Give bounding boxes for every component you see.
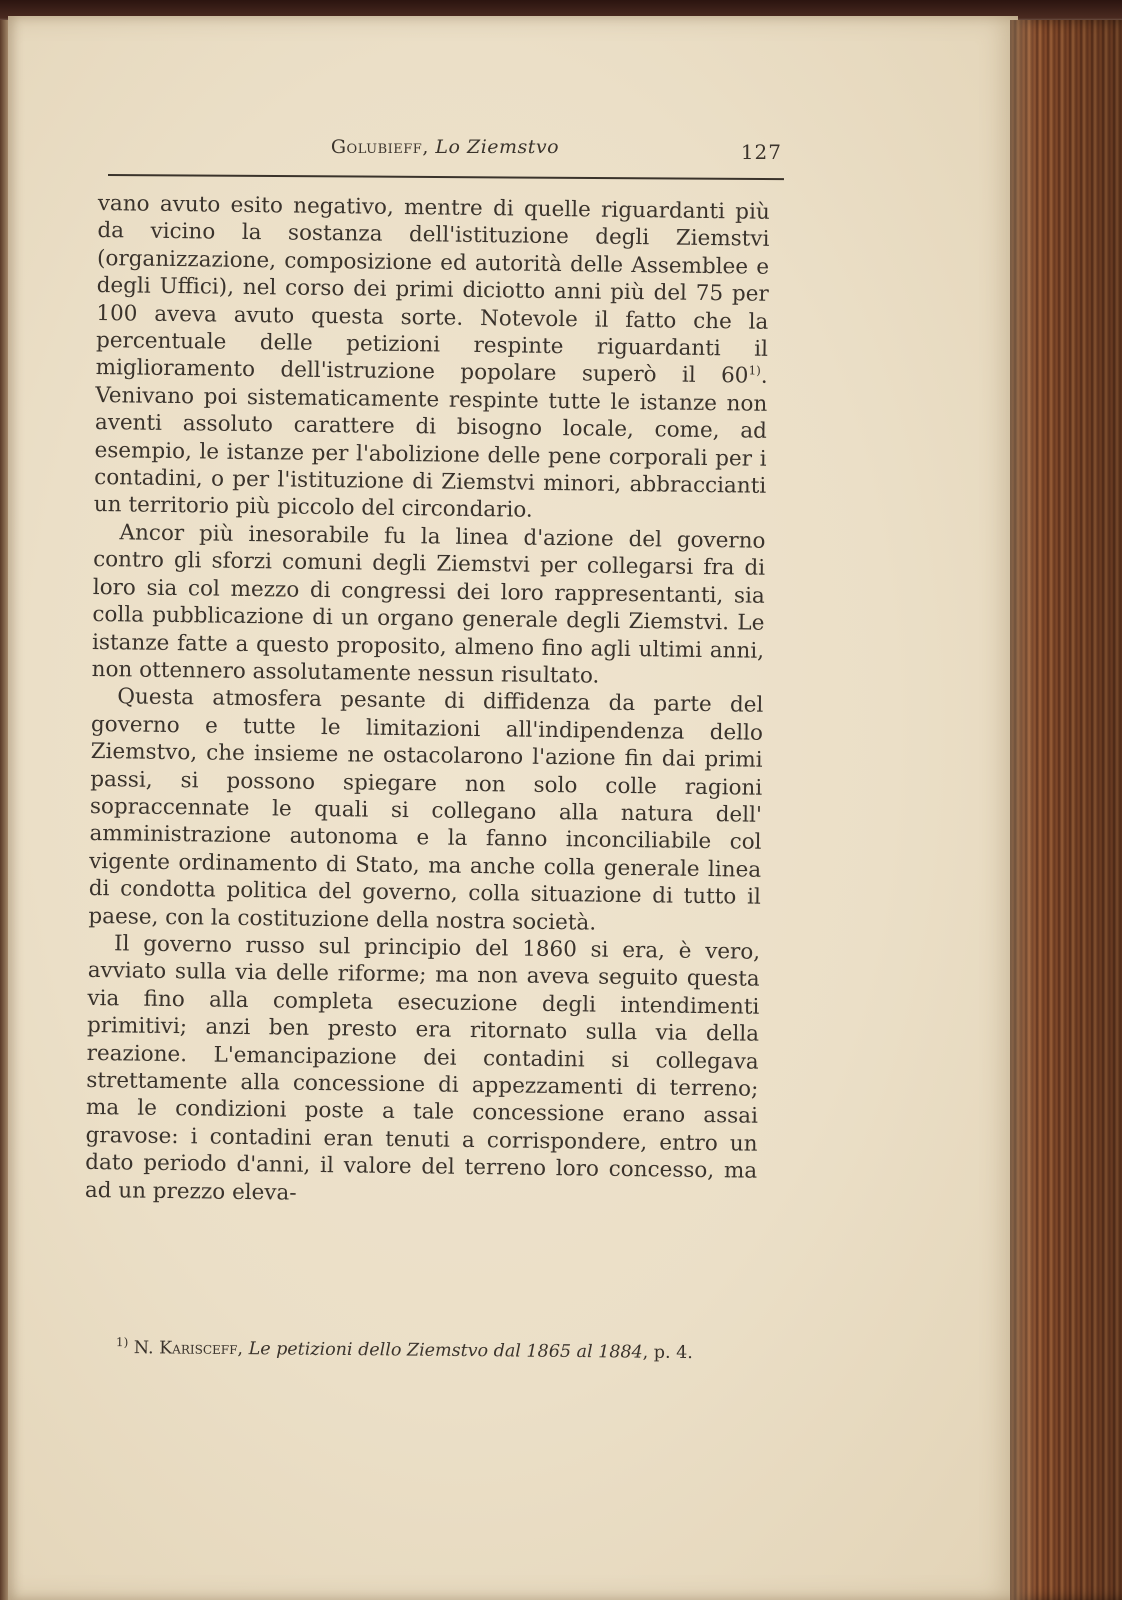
paragraph-1 — [94, 190, 770, 528]
footnote-author: N. Kariscеff — [133, 1338, 238, 1360]
running-head — [108, 136, 782, 166]
paragraph-1-text-continued: . Venivano poi sistematicamente respinte tutte le istanze non aventi assoluto carattere di bisogno locale, come, ad esempio, le istanze per l'abolizione delle pene corporali per i contadini, o per l'istituzione di Ziemstvi minori, abbraccianti un territorio più piccolo del circondario. — [93, 364, 768, 524]
paragraph-1-text: vano avuto esito negativo, mentre di quelle riguardanti più da vicino la sostanza dell'istituzione degli Ziemstvi (organizzazione, composizione ed autorità delle Assemblee e degli Uffici), nel corso dei primi diciotto anni più del 75 per 100 aveva avuto questa sorte. Notevole il fatto che la percentuale delle petizioni respinte riguardanti il miglioramento dell'istruzione popolare superò il 60 — [95, 190, 770, 389]
paragraph-3: Questa atmosfera pesante di diffidenza da parte del governo e tutte le limitazioni all'indipendenza dello Ziemstvo, che insieme ne ostacolarono l'azione fin dai primi passi, si possono spiegare non solo colle ragioni sopraccennate le quali si collegano alla natura dell' amministrazione autonoma e la fanno inconciliabile col vigente ordinamento di Stato, ma anche colla generale linea di condotta politica del governo, colla situazione di tutto il paese, con la costituzione della nostra società. — [88, 684, 764, 936]
paragraph-4: Il governo russo sul principio del 1860 si era, è vero, avviato sulla via delle riforme; ma non aveva seguito questa via fino alla completa esecuzione degli intendimenti primitivi; anzi ben presto era ritornato sulla via della reazione. L'emancipazione dei contadini si collegava strettamente alla concessione di appezzamenti di terreno; ma le condizioni poste a tale concessione erano assai gravose: i contadini eran tenuti a corrispondere, entro un dato periodo d'anni, il valore del terreno loro concesso, ma ad un prezzo eleva- — [84, 931, 761, 1206]
running-head-author: Golubieff — [330, 136, 423, 158]
page-number: 127 — [740, 140, 782, 164]
footnote-page-reference: , p. 4. — [642, 1342, 693, 1364]
body-text — [85, 190, 770, 1213]
paragraph-2: Ancor più inesorabile fu la linea d'azione del governo contro gli sforzi comuni degli Ziemstvi per collegarsi fra di loro sia col mezzo di congressi dei loro rappresentanti, sia colla pubblicazione di un organo generale degli Ziemstvi. Le istanze fatte a questo proposito, almeno fino agli ultimi anni, non ottennero assolutamente nessun risultato. — [91, 520, 766, 689]
running-head-separator: , — [422, 136, 436, 158]
book-page-edges — [1010, 20, 1122, 1600]
running-head-title: Lo Ziemstvo — [435, 136, 560, 158]
footnote-reference: 1) — [748, 363, 761, 378]
footnote-mark: 1) — [115, 1335, 129, 1350]
footnote: $^{1)}$ N. Kariscеff, Le petizioni dello Ziemstvo dal 1865 al 1884, p. 4. — [115, 1335, 693, 1364]
footnote-title: Le petizioni dello Ziemstvo dal 1865 al 1884 — [248, 1339, 643, 1363]
running-title — [108, 136, 782, 158]
